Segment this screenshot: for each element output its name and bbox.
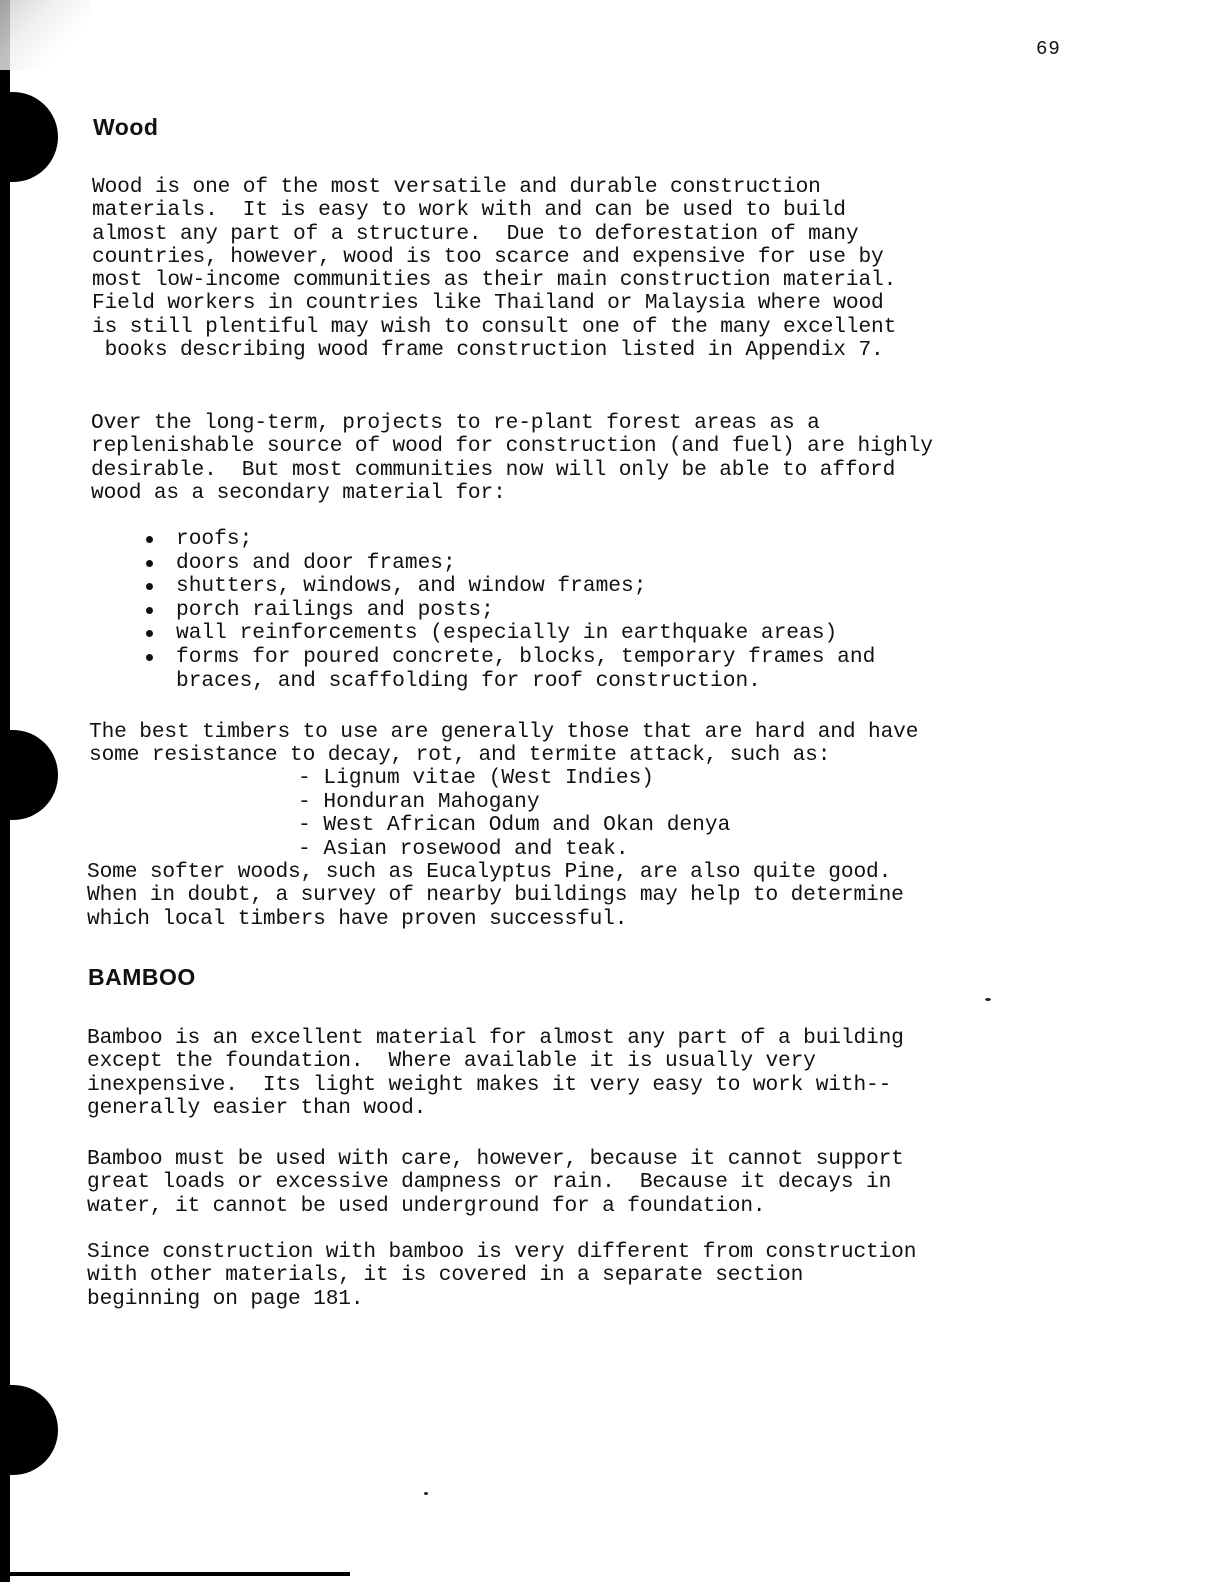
list-item [146, 646, 875, 693]
bamboo-heading: BAMBOO [88, 964, 196, 990]
punch-hole-middle [0, 730, 58, 820]
list-item-text: doors and door frames; [176, 550, 456, 575]
bullet-icon [146, 560, 153, 567]
bamboo-paragraph-2: Bamboo must be used with care, however, because it cannot support great loads or excessive dampness or rain. Because it decays in water, it cannot be used underground for a foundation. [87, 1147, 904, 1218]
bullet-icon [146, 630, 153, 637]
bamboo-paragraph-1: Bamboo is an excellent material for almost any part of a building except the foundation. Where available it is usually very inexpensive. Its light weight makes it very easy to work with-- generally easier than wood. [87, 1026, 904, 1120]
list-item [146, 599, 875, 623]
list-item [146, 528, 875, 552]
list-item [146, 622, 875, 646]
timber-species-list [298, 767, 730, 861]
scan-speck [424, 1492, 428, 1495]
list-item-text: shutters, windows, and window frames; [176, 574, 647, 599]
scan-speck [985, 998, 991, 1001]
wood-paragraph-1: Wood is one of the most versatile and durable construction materials. It is easy to work with and can be used to build almost any part of a structure. Due to deforestation of many countries, however, wood is too scarce and expensive for use by most low-income communities as their main construction material. Field workers in countries like Thailand or Malaysia where wood is still plentiful may wish to consult one of the many excellent books describing wood frame construction listed in Appendix 7. [92, 175, 897, 363]
list-item [146, 575, 875, 599]
punch-hole-bottom [0, 1385, 58, 1475]
wood-paragraph-3: The best timbers to use are generally those that are hard and have some resistance to decay, rot, and termite attack, such as: [89, 720, 919, 768]
wood-heading: Wood [93, 114, 159, 140]
punch-hole-top [0, 92, 58, 182]
list-item: - Asian rosewood and teak. [298, 836, 629, 861]
list-item: - West African Odum and Okan denya [298, 813, 731, 837]
bullet-icon [146, 654, 153, 661]
list-item: - Lignum vitae (West Indies) [298, 766, 655, 790]
bamboo-paragraph-3: Since construction with bamboo is very different from construction with other materials, it is covered in a separate section beginning on page 181. [87, 1240, 917, 1311]
scan-corner-shadow [0, 0, 90, 70]
wood-paragraph-2: Over the long-term, projects to re-plant forest areas as a replenishable source of wood for construction (and fuel) are highly desirable. But most communities now will only be able to afford wood as a secondary material for: [91, 411, 933, 505]
list-item-text: porch railings and posts; [176, 597, 494, 622]
bullet-icon [146, 607, 153, 614]
wood-uses-list [146, 528, 875, 693]
bullet-icon [146, 583, 153, 590]
bullet-icon [146, 536, 153, 543]
list-item [146, 552, 875, 576]
list-item: - Honduran Mahogany [298, 789, 540, 814]
list-item-text: roofs; [176, 527, 253, 551]
list-item-text: wall reinforcements (especially in earthquake areas) [176, 621, 838, 646]
wood-paragraph-4: Some softer woods, such as Eucalyptus Pine, are also quite good. When in doubt, a survey of nearby buildings may help to determine which local timbers have proven successful. [87, 860, 904, 931]
list-item-text: forms for poured concrete, blocks, temporary frames and braces, and scaffolding for roof construction. [176, 644, 876, 693]
bottom-edge [0, 1572, 350, 1576]
page-number: 69 [1036, 38, 1061, 60]
